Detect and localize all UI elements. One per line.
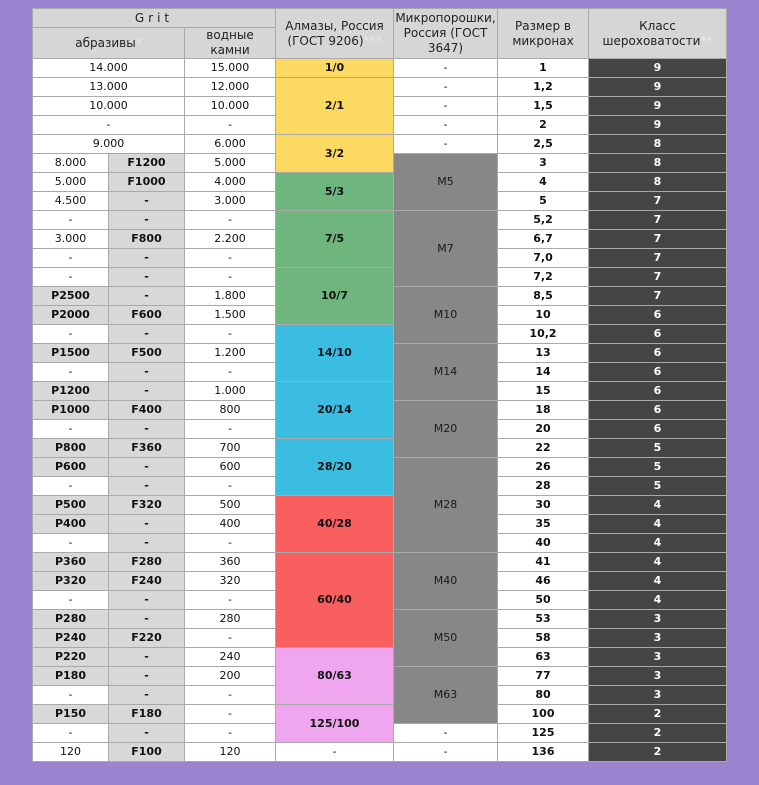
roughness-class: 6 xyxy=(589,382,726,400)
roughness-class-header: Класс шероховатости** xyxy=(589,9,726,58)
abrasive-f-value: - xyxy=(109,648,184,666)
roughness-class: 2 xyxy=(589,743,726,761)
abrasive-f-value: F500 xyxy=(109,344,184,362)
size-microns: 10 xyxy=(498,306,588,324)
abrasives-header: абразивы* xyxy=(33,28,184,58)
size-microns: 2,5 xyxy=(498,135,588,153)
roughness-class: 2 xyxy=(589,705,726,723)
water-stone-value: 240 xyxy=(185,648,275,666)
roughness-class: 7 xyxy=(589,211,726,229)
water-stone-value: - xyxy=(185,705,275,723)
table-row xyxy=(33,382,726,400)
roughness-class: 4 xyxy=(589,515,726,533)
micropowder-grade: M20 xyxy=(394,401,497,457)
table-row xyxy=(33,325,726,343)
abrasive-p-value: - xyxy=(33,363,108,381)
diamond-grade: 1/0 xyxy=(276,59,393,77)
roughness-class: 9 xyxy=(589,97,726,115)
abrasive-f-value: F240 xyxy=(109,572,184,590)
water-stone-value: 700 xyxy=(185,439,275,457)
water-stone-value: 5.000 xyxy=(185,154,275,172)
water-stone-value: 2.200 xyxy=(185,230,275,248)
water-stone-value: 12.000 xyxy=(185,78,275,96)
micropowder-grade: - xyxy=(394,135,497,153)
water-stone-value: - xyxy=(185,629,275,647)
table-row xyxy=(33,268,726,286)
micropowder-grade: M40 xyxy=(394,553,497,609)
roughness-class: 7 xyxy=(589,192,726,210)
abrasive-f-value: - xyxy=(109,268,184,286)
abrasive-f-value: - xyxy=(109,477,184,495)
size-microns: 3 xyxy=(498,154,588,172)
water-stone-value: 320 xyxy=(185,572,275,590)
size-microns: 14 xyxy=(498,363,588,381)
micropowders-header: Микропорошки, Россия (ГОСТ 3647) xyxy=(394,9,497,58)
micropowder-grade: - xyxy=(394,116,497,134)
water-stone-value: - xyxy=(185,534,275,552)
size-microns: 100 xyxy=(498,705,588,723)
roughness-class: 8 xyxy=(589,154,726,172)
abrasive-p-value: P280 xyxy=(33,610,108,628)
size-microns: 7,2 xyxy=(498,268,588,286)
micropowder-grade: - xyxy=(394,743,497,761)
abrasive-f-value: - xyxy=(109,667,184,685)
table-row xyxy=(33,173,726,191)
abrasive-p-value: P500 xyxy=(33,496,108,514)
abrasive-f-value: - xyxy=(109,249,184,267)
table-body xyxy=(33,59,726,761)
water-stone-value: 600 xyxy=(185,458,275,476)
diamond-grade: 10/7 xyxy=(276,268,393,324)
abrasive-p-value: 3.000 xyxy=(33,230,108,248)
water-stone-value: 360 xyxy=(185,553,275,571)
abrasive-p-value: P220 xyxy=(33,648,108,666)
abrasive-p-value: - xyxy=(33,249,108,267)
water-stone-value: 120 xyxy=(185,743,275,761)
abrasive-p-value: - xyxy=(33,724,108,742)
abrasive-p-value: P400 xyxy=(33,515,108,533)
abrasive-f-value: - xyxy=(109,382,184,400)
water-stone-value: 3.000 xyxy=(185,192,275,210)
roughness-class: 5 xyxy=(589,458,726,476)
abrasive-f-value: F100 xyxy=(109,743,184,761)
size-microns: 80 xyxy=(498,686,588,704)
abrasive-f-value: - xyxy=(109,192,184,210)
size-microns: 7,0 xyxy=(498,249,588,267)
roughness-class: 7 xyxy=(589,230,726,248)
abrasive-f-value: - xyxy=(109,211,184,229)
abrasive-p-value: P1500 xyxy=(33,344,108,362)
water-stone-value: 400 xyxy=(185,515,275,533)
water-stone-value: - xyxy=(185,116,275,134)
micropowder-grade: M63 xyxy=(394,667,497,723)
size-microns: 46 xyxy=(498,572,588,590)
water-stone-value: 4.000 xyxy=(185,173,275,191)
abrasive-value: 13.000 xyxy=(33,78,184,96)
abrasive-p-value: P150 xyxy=(33,705,108,723)
size-microns: 1 xyxy=(498,59,588,77)
water-stone-value: - xyxy=(185,420,275,438)
water-stone-value: 10.000 xyxy=(185,97,275,115)
table-row xyxy=(33,705,726,723)
micropowder-grade: M28 xyxy=(394,458,497,552)
abrasive-p-value: - xyxy=(33,477,108,495)
abrasive-f-value: - xyxy=(109,363,184,381)
roughness-class: 6 xyxy=(589,401,726,419)
abrasive-p-value: - xyxy=(33,211,108,229)
abrasive-f-value: F180 xyxy=(109,705,184,723)
roughness-class: 6 xyxy=(589,306,726,324)
roughness-class: 4 xyxy=(589,496,726,514)
diamond-grade: 2/1 xyxy=(276,78,393,134)
abrasive-p-value: 5.000 xyxy=(33,173,108,191)
roughness-class: 4 xyxy=(589,553,726,571)
micropowder-grade: - xyxy=(394,78,497,96)
size-microns: 125 xyxy=(498,724,588,742)
abrasive-f-value: F1000 xyxy=(109,173,184,191)
abrasive-f-value: - xyxy=(109,458,184,476)
abrasive-value: 14.000 xyxy=(33,59,184,77)
roughness-class: 7 xyxy=(589,287,726,305)
diamond-grade: 125/100 xyxy=(276,705,393,742)
abrasive-p-value: P180 xyxy=(33,667,108,685)
diamond-grade: 80/63 xyxy=(276,648,393,704)
size-microns: 26 xyxy=(498,458,588,476)
size-microns: 50 xyxy=(498,591,588,609)
diamond-grade: 5/3 xyxy=(276,173,393,210)
size-microns: 5,2 xyxy=(498,211,588,229)
diamond-grade: 7/5 xyxy=(276,211,393,267)
water-stone-value: 1.000 xyxy=(185,382,275,400)
abrasive-f-value: F320 xyxy=(109,496,184,514)
size-microns: 4 xyxy=(498,173,588,191)
water-stone-value: - xyxy=(185,686,275,704)
roughness-class: 2 xyxy=(589,724,726,742)
abrasive-p-value: P360 xyxy=(33,553,108,571)
abrasive-p-value: P1200 xyxy=(33,382,108,400)
size-microns: 63 xyxy=(498,648,588,666)
water-stone-value: - xyxy=(185,268,275,286)
abrasive-p-value: - xyxy=(33,591,108,609)
table-row xyxy=(33,59,726,77)
roughness-class: 3 xyxy=(589,610,726,628)
abrasive-p-value: 4.500 xyxy=(33,192,108,210)
size-microns: 58 xyxy=(498,629,588,647)
size-microns: 136 xyxy=(498,743,588,761)
water-stone-value: 800 xyxy=(185,401,275,419)
roughness-class: 5 xyxy=(589,439,726,457)
diamond-grade: 20/14 xyxy=(276,382,393,438)
water-stone-value: 500 xyxy=(185,496,275,514)
table-row xyxy=(33,135,726,153)
micropowder-grade: M5 xyxy=(394,154,497,210)
size-microns: 41 xyxy=(498,553,588,571)
water-stone-value: 280 xyxy=(185,610,275,628)
size-microns: 6,7 xyxy=(498,230,588,248)
roughness-class: 4 xyxy=(589,591,726,609)
water-stone-value: - xyxy=(185,591,275,609)
abrasive-p-value: - xyxy=(33,325,108,343)
roughness-class: 9 xyxy=(589,78,726,96)
water-stone-value: - xyxy=(185,477,275,495)
size-microns: 1,2 xyxy=(498,78,588,96)
size-microns: 53 xyxy=(498,610,588,628)
micropowder-grade: M50 xyxy=(394,610,497,666)
roughness-class: 6 xyxy=(589,325,726,343)
abrasive-p-value: 8.000 xyxy=(33,154,108,172)
abrasive-p-value: P600 xyxy=(33,458,108,476)
diamond-grade: 3/2 xyxy=(276,135,393,172)
water-stones-header: водные камни xyxy=(185,28,275,58)
roughness-class: 3 xyxy=(589,629,726,647)
roughness-class: 7 xyxy=(589,268,726,286)
roughness-class: 3 xyxy=(589,667,726,685)
water-stone-value: - xyxy=(185,211,275,229)
abrasive-f-value: F1200 xyxy=(109,154,184,172)
abrasive-value: 9.000 xyxy=(33,135,184,153)
water-stone-value: 200 xyxy=(185,667,275,685)
size-header: Размер в микронах xyxy=(498,9,588,58)
diamond-grade: 28/20 xyxy=(276,439,393,495)
roughness-class: 6 xyxy=(589,363,726,381)
table-row xyxy=(33,496,726,514)
table-row xyxy=(33,553,726,571)
water-stone-value: 1.800 xyxy=(185,287,275,305)
water-stone-value: 6.000 xyxy=(185,135,275,153)
size-microns: 77 xyxy=(498,667,588,685)
roughness-class: 8 xyxy=(589,135,726,153)
abrasive-f-value: - xyxy=(109,591,184,609)
abrasive-p-value: - xyxy=(33,420,108,438)
abrasive-f-value: - xyxy=(109,534,184,552)
roughness-class: 4 xyxy=(589,572,726,590)
abrasive-f-value: F800 xyxy=(109,230,184,248)
roughness-class: 9 xyxy=(589,59,726,77)
table-row xyxy=(33,439,726,457)
table-row xyxy=(33,211,726,229)
water-stone-value: 1.500 xyxy=(185,306,275,324)
abrasive-f-value: - xyxy=(109,610,184,628)
abrasive-f-value: F360 xyxy=(109,439,184,457)
diamonds-header: Алмазы, Россия (ГОСТ 9206)*** xyxy=(276,9,393,58)
roughness-class: 9 xyxy=(589,116,726,134)
abrasive-f-value: F400 xyxy=(109,401,184,419)
roughness-class: 3 xyxy=(589,686,726,704)
micropowder-grade: M10 xyxy=(394,287,497,343)
abrasive-f-value: F600 xyxy=(109,306,184,324)
size-microns: 30 xyxy=(498,496,588,514)
micropowder-grade: M7 xyxy=(394,211,497,286)
abrasive-p-value: P2500 xyxy=(33,287,108,305)
abrasive-p-value: - xyxy=(33,686,108,704)
size-microns: 28 xyxy=(498,477,588,495)
roughness-class: 4 xyxy=(589,534,726,552)
water-stone-value: - xyxy=(185,724,275,742)
micropowder-grade: - xyxy=(394,724,497,742)
diamond-grade: - xyxy=(276,743,393,761)
abrasive-p-value: - xyxy=(33,268,108,286)
table-row xyxy=(33,648,726,666)
roughness-class: 3 xyxy=(589,648,726,666)
water-stone-value: 1.200 xyxy=(185,344,275,362)
abrasive-f-value: - xyxy=(109,420,184,438)
diamond-grade: 60/40 xyxy=(276,553,393,647)
roughness-class: 6 xyxy=(589,344,726,362)
table-row xyxy=(33,78,726,96)
roughness-class: 7 xyxy=(589,249,726,267)
micropowder-grade: M14 xyxy=(394,344,497,400)
table-row xyxy=(33,743,726,761)
roughness-class: 6 xyxy=(589,420,726,438)
size-microns: 2 xyxy=(498,116,588,134)
abrasive-value: - xyxy=(33,116,184,134)
roughness-class: 5 xyxy=(589,477,726,495)
abrasive-p-value: - xyxy=(33,534,108,552)
abrasive-f-value: - xyxy=(109,724,184,742)
size-microns: 1,5 xyxy=(498,97,588,115)
size-microns: 18 xyxy=(498,401,588,419)
water-stone-value: - xyxy=(185,325,275,343)
abrasive-value: 10.000 xyxy=(33,97,184,115)
abrasive-f-value: - xyxy=(109,515,184,533)
abrasive-f-value: F280 xyxy=(109,553,184,571)
size-microns: 15 xyxy=(498,382,588,400)
diamond-grade: 40/28 xyxy=(276,496,393,552)
abrasive-p-value: P320 xyxy=(33,572,108,590)
abrasive-f-value: - xyxy=(109,287,184,305)
size-microns: 22 xyxy=(498,439,588,457)
diamond-grade: 14/10 xyxy=(276,325,393,381)
water-stone-value: - xyxy=(185,249,275,267)
micropowder-grade: - xyxy=(394,59,497,77)
abrasive-p-value: P240 xyxy=(33,629,108,647)
abrasive-f-value: - xyxy=(109,686,184,704)
abrasive-p-value: P2000 xyxy=(33,306,108,324)
size-microns: 20 xyxy=(498,420,588,438)
size-microns: 13 xyxy=(498,344,588,362)
abrasive-f-value: - xyxy=(109,325,184,343)
abrasive-p-value: 120 xyxy=(33,743,108,761)
grit-header: Grit xyxy=(33,9,275,27)
size-microns: 35 xyxy=(498,515,588,533)
water-stone-value: 15.000 xyxy=(185,59,275,77)
grit-comparison-table xyxy=(32,8,727,762)
size-microns: 5 xyxy=(498,192,588,210)
size-microns: 10,2 xyxy=(498,325,588,343)
abrasive-p-value: P800 xyxy=(33,439,108,457)
roughness-class: 8 xyxy=(589,173,726,191)
water-stone-value: - xyxy=(185,363,275,381)
abrasive-p-value: P1000 xyxy=(33,401,108,419)
abrasive-f-value: F220 xyxy=(109,629,184,647)
size-microns: 8,5 xyxy=(498,287,588,305)
size-microns: 40 xyxy=(498,534,588,552)
micropowder-grade: - xyxy=(394,97,497,115)
